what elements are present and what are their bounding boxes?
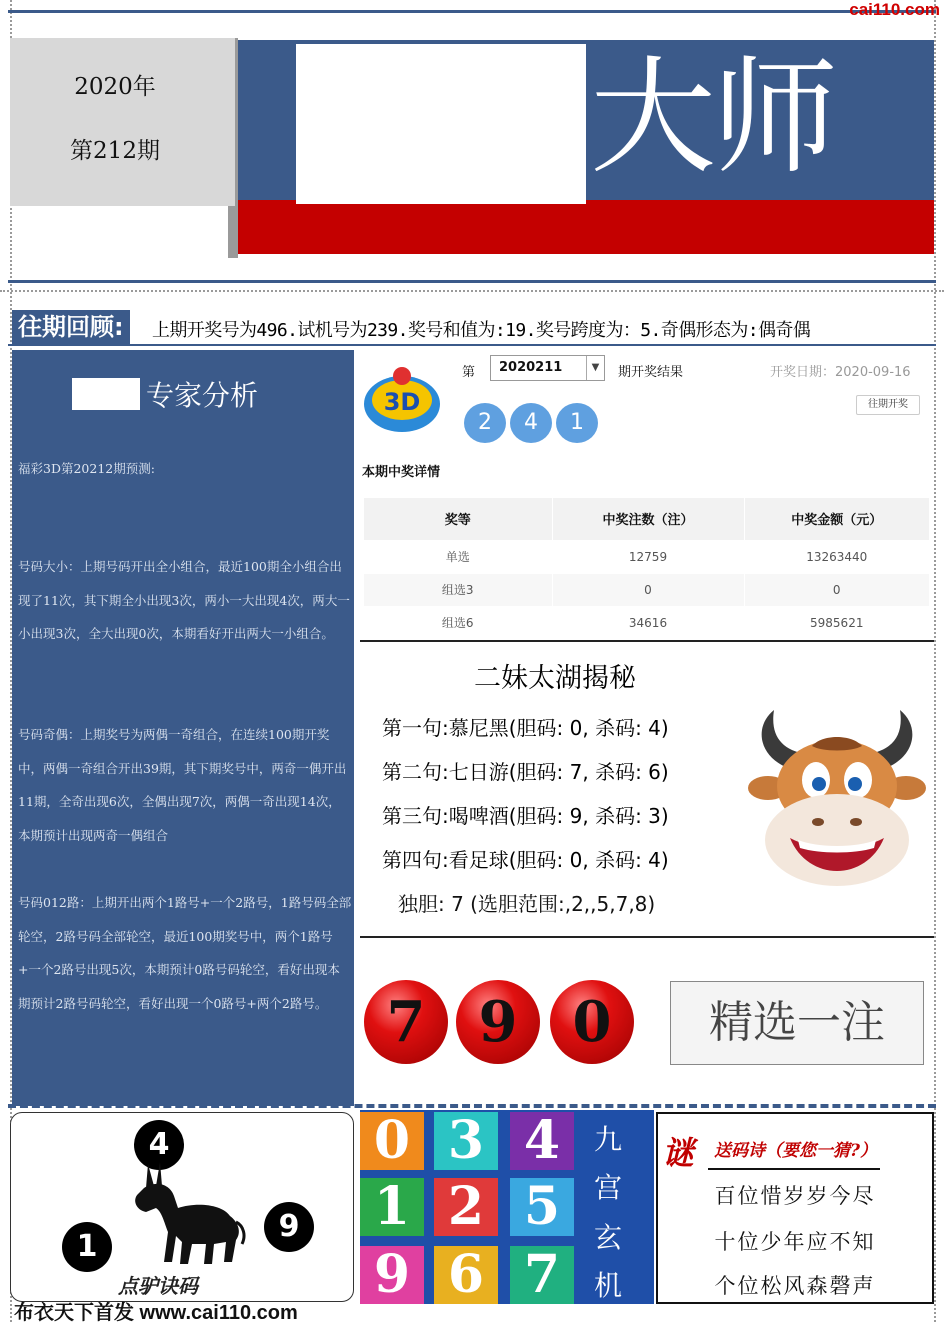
poem-line: 百位惜岁岁今尽 [714, 1184, 876, 1208]
table-row [364, 540, 930, 573]
grid-cell: 6 [434, 1246, 498, 1304]
table-row [364, 573, 930, 606]
grid-title-char: 九 [593, 1123, 622, 1156]
table-row [364, 606, 930, 639]
table-cell: 0 [744, 573, 930, 606]
prize-table-header [364, 498, 930, 540]
grid-cell: 1 [360, 1178, 424, 1236]
expert-name-block [72, 378, 140, 410]
grid-cell: 4 [510, 1112, 574, 1170]
expert-intro: 福彩3D第20212期预测: [18, 461, 155, 476]
section-divider [360, 640, 934, 642]
table-cell: 组选6 [364, 606, 552, 639]
review-text: 上期开奖号为496.试机号为239.奖号和值为:19.奖号跨度为：5.奇偶形态为:偶奇偶 [152, 320, 811, 341]
prize-details-caption: 本期中奖详情 [362, 465, 441, 480]
header-name-block [296, 44, 586, 204]
grid-cell: 7 [510, 1246, 574, 1304]
frame-dots-right [934, 0, 936, 1322]
grid-cell: 9 [360, 1246, 424, 1304]
poem-line: 十位少年应不知 [714, 1230, 876, 1254]
header-year: 2020年 [74, 74, 156, 100]
donkey-number: 9 [264, 1202, 314, 1252]
issue-result-label: 期开奖结果 [618, 365, 684, 380]
poem-subtitle: 送码诗（要您一猜?） [714, 1141, 877, 1161]
issue-select[interactable] [490, 355, 605, 381]
result-ball: 1 [556, 403, 598, 443]
expert-title: 专家分析 [146, 379, 259, 412]
donkey-icon [126, 1152, 246, 1272]
bull-mascot-icon [748, 706, 926, 892]
table-cell: 12759 [552, 540, 744, 573]
table-cell: 0 [552, 573, 744, 606]
poem-line: 个位松风森磬声 [714, 1274, 876, 1298]
poem-head: 谜 [662, 1134, 695, 1172]
draw-date: 开奖日期：2020-09-16 [770, 365, 911, 380]
pick-ball: 7 [364, 980, 448, 1064]
site-tag: cai110.com [849, 0, 940, 19]
riddle-line: 第一句:慕尼黑(胆码: 0, 杀码: 4) [382, 716, 669, 740]
result-ball: 2 [464, 403, 506, 443]
section-divider [360, 936, 934, 938]
grid-title-char: 机 [593, 1269, 622, 1302]
riddle-line: 第二句:七日游(胆码: 7, 杀码: 6) [382, 760, 669, 784]
issue-select-value: 2020211 [499, 360, 563, 375]
column-header: 奖等 [364, 498, 552, 540]
donkey-number: 4 [134, 1120, 184, 1170]
riddle-line: 第四句:看足球(胆码: 0, 杀码: 4) [382, 848, 669, 872]
grid-cell: 2 [434, 1178, 498, 1236]
riddle-line: 第三句:喝啤酒(胆码: 9, 杀码: 3) [382, 804, 669, 828]
past-draws-button[interactable]: 往期开奖 [856, 395, 920, 415]
header-shadow [228, 206, 238, 258]
header-rule [8, 280, 936, 283]
review-rule [8, 344, 936, 346]
grid-cell: 0 [360, 1112, 424, 1170]
table-cell: 34616 [552, 606, 744, 639]
expert-parity-analysis: 号码奇偶：上期奖号为两偶一奇组合，在连续100期开奖中，两偶一奇组合开出39期，其下期奖号中，两奇一偶开出11期，全奇出现6次，全偶出现7次，两偶一奇出现14次，本期预计出现两奇一偶组合 [18, 727, 347, 843]
result-ball: 4 [510, 403, 552, 443]
issue-prefix: 第 [462, 365, 476, 380]
pick-ball: 0 [550, 980, 634, 1064]
donkey-number: 1 [62, 1222, 112, 1272]
top-rule [8, 10, 936, 13]
chevron-down-icon[interactable]: ▼ [586, 356, 604, 380]
column-header: 中奖金额（元） [744, 498, 930, 540]
donkey-caption: 点驴诀码 [118, 1274, 198, 1298]
expert-size-analysis: 号码大小：上期号码开出全小组合，最近100期全小组合出现了11次，其下期全小出现3次，两小一大出现4次，两大一小出现3次，全大出现0次，本期看好开出两大一小组合。 [18, 559, 350, 641]
pick-ball: 9 [456, 980, 540, 1064]
riddle-title: 二妹太湖揭秘 [474, 663, 636, 694]
header-issue: 第212期 [70, 138, 160, 164]
column-header: 中奖注数（注） [552, 498, 744, 540]
table-cell: 5985621 [744, 606, 930, 639]
table-cell: 单选 [364, 540, 552, 573]
bottom-dashed-divider [8, 1104, 936, 1108]
svg-text:3D: 3D [383, 388, 421, 416]
grid-cell: 5 [510, 1178, 574, 1236]
table-cell: 13263440 [744, 540, 930, 573]
pick-label: 精选一注 [670, 981, 924, 1065]
grid-title-char: 玄 [593, 1221, 622, 1254]
grid-cell: 3 [434, 1112, 498, 1170]
header-title: 大师 [590, 44, 834, 191]
header-info-panel [10, 38, 238, 206]
review-label: 往期回顾: [12, 310, 130, 344]
expert-route-analysis: 号码012路：上期开出两个1路号+一个2路号，1路号码全部轮空，2路号码全部轮空，最近100期奖号中，两个1路号+一个2路号出现5次，本期预计0路号码轮空，看好出现本期预计2路号码轮空，看好出现一个0路号+两个2路号。 [18, 895, 352, 1011]
table-cell: 组选3 [364, 573, 552, 606]
poem-divider [708, 1168, 880, 1170]
expert-panel [12, 350, 354, 1106]
footer-text: 布衣天下首发 www.cai110.com [14, 1302, 298, 1322]
header-dots [0, 290, 944, 292]
prize-table [364, 498, 930, 639]
3d-logo-icon [362, 364, 442, 434]
header-red-bar [238, 200, 934, 254]
riddle-single-pick: 独胆: 7 (选胆范围:,2,,5,7,8) [398, 892, 656, 916]
grid-title-char: 宫 [593, 1171, 622, 1204]
